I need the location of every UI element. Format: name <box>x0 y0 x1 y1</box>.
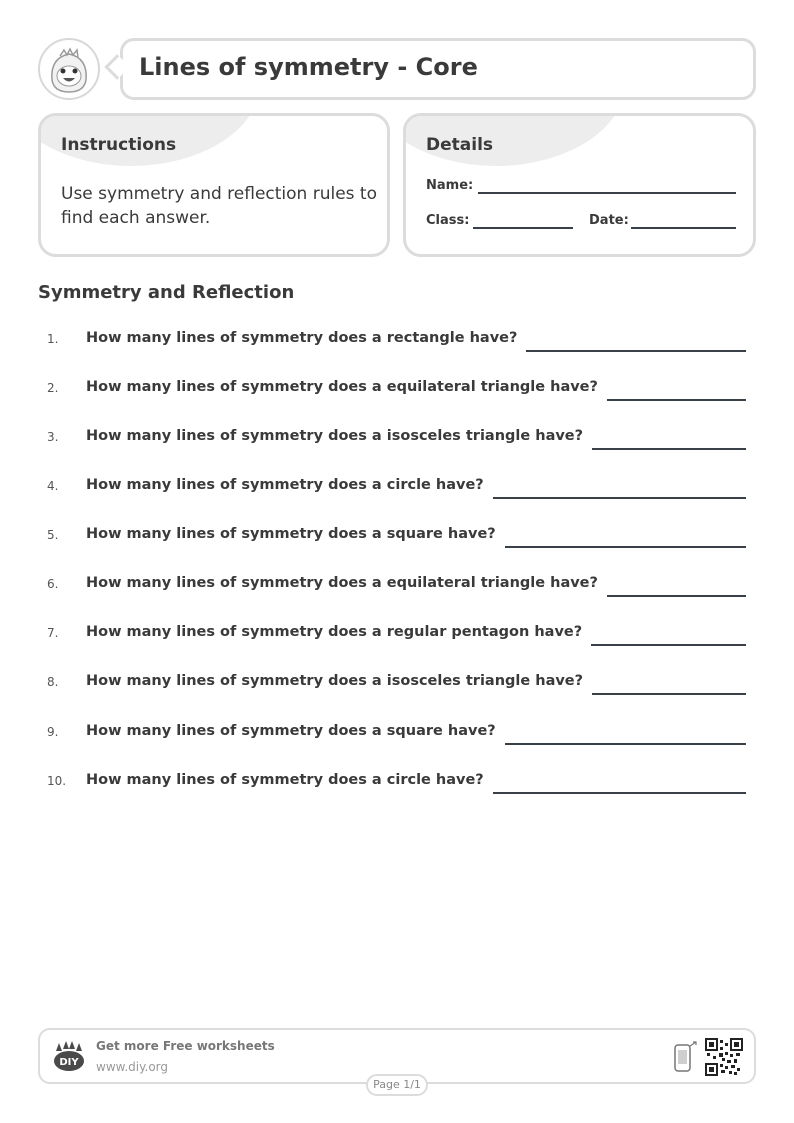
answer-field[interactable] <box>607 399 746 401</box>
name-field[interactable] <box>478 192 736 194</box>
question-number: 8. <box>47 675 59 689</box>
phone-scan-icon <box>672 1040 698 1074</box>
question-row <box>47 379 746 401</box>
question-text: How many lines of symmetry does a rectangle have? <box>86 330 518 346</box>
question-text: How many lines of symmetry does a isosceles triangle have? <box>86 673 584 689</box>
class-field[interactable] <box>473 227 573 229</box>
question-row <box>47 772 746 794</box>
question-text: How many lines of symmetry does a equilateral triangle have? <box>86 379 598 395</box>
question-text: How many lines of symmetry does a equilateral triangle have? <box>86 575 598 591</box>
mascot-avatar <box>38 38 100 100</box>
answer-field[interactable] <box>526 350 746 352</box>
question-row <box>47 428 746 450</box>
question-number: 1. <box>47 332 59 346</box>
question-row <box>47 330 746 352</box>
question-row <box>47 624 746 646</box>
instructions-card <box>38 113 390 257</box>
details-heading: Details <box>426 135 494 155</box>
question-number: 3. <box>47 430 59 444</box>
question-number: 5. <box>47 528 59 542</box>
name-label: Name: <box>426 178 474 193</box>
footer-link[interactable]: www.diy.org <box>96 1060 168 1074</box>
answer-field[interactable] <box>505 546 746 548</box>
question-row <box>47 723 746 745</box>
section-title: Symmetry and Reflection <box>38 282 295 303</box>
answer-field[interactable] <box>592 448 746 450</box>
question-row <box>47 673 746 695</box>
answer-field[interactable] <box>591 644 746 646</box>
date-label: Date: <box>589 213 629 228</box>
question-row <box>47 575 746 597</box>
answer-field[interactable] <box>592 693 746 695</box>
answer-field[interactable] <box>493 497 746 499</box>
question-text: How many lines of symmetry does a square have? <box>86 723 496 739</box>
question-number: 7. <box>47 626 59 640</box>
instructions-text: Use symmetry and reflection rules to find each answer. <box>61 184 377 228</box>
answer-field[interactable] <box>505 743 746 745</box>
yeti-mascot-icon <box>40 40 98 98</box>
question-number: 4. <box>47 479 59 493</box>
qr-code-icon[interactable] <box>705 1038 743 1076</box>
footer-promo: Get more Free worksheets <box>96 1039 275 1053</box>
question-number: 6. <box>47 577 59 591</box>
diy-logo-icon[interactable] <box>50 1039 88 1075</box>
page-title: Lines of symmetry - Core <box>139 53 478 81</box>
answer-field[interactable] <box>493 792 746 794</box>
question-text: How many lines of symmetry does a circle have? <box>86 772 484 788</box>
question-text: How many lines of symmetry does a square have? <box>86 526 496 542</box>
instructions-heading: Instructions <box>61 135 177 155</box>
diy-logo-text: DIY <box>59 1057 79 1068</box>
question-row <box>47 477 746 499</box>
details-card <box>403 113 756 257</box>
class-label: Class: <box>426 213 470 228</box>
question-text: How many lines of symmetry does a isosceles triangle have? <box>86 428 584 444</box>
question-text: How many lines of symmetry does a circle have? <box>86 477 484 493</box>
answer-field[interactable] <box>607 595 746 597</box>
question-text: How many lines of symmetry does a regular pentagon have? <box>86 624 583 640</box>
question-number: 10. <box>47 774 67 788</box>
question-row <box>47 526 746 548</box>
page-indicator: Page 1/1 <box>366 1074 428 1096</box>
question-number: 9. <box>47 725 59 739</box>
date-field[interactable] <box>631 227 736 229</box>
question-number: 2. <box>47 381 59 395</box>
